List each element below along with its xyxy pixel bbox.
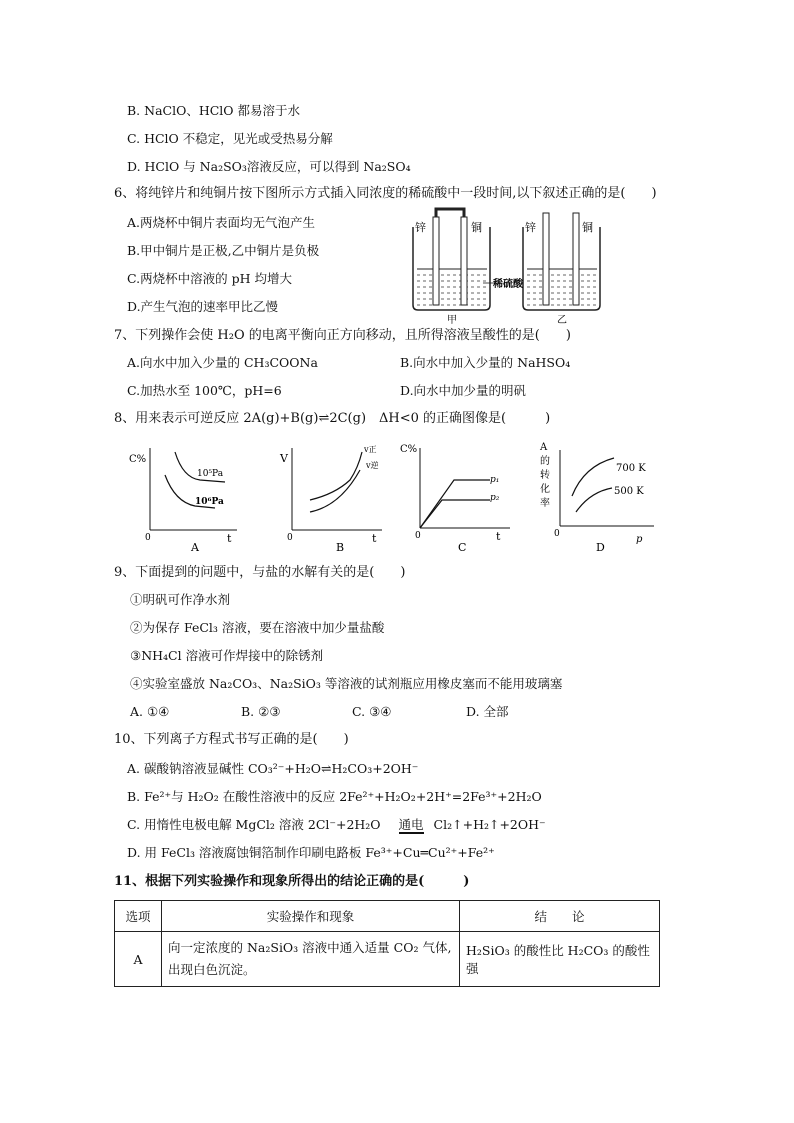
graph-c-ylabel: C% xyxy=(400,444,418,455)
q6-option-a: A.两烧杯中铜片表面均无气泡产生 xyxy=(127,215,316,230)
electrolysis-condition: 通电 xyxy=(398,817,424,832)
q5-option-c: C. HClO 不稳定，见光或受热易分解 xyxy=(127,131,333,146)
cu-label-1: 铜 xyxy=(471,221,482,234)
graph-d-origin: 0 xyxy=(554,529,560,539)
beaker-figure xyxy=(405,205,605,325)
graph-b-letter: B xyxy=(336,541,345,554)
q11-stem: 11、根据下列实验操作和现象所得出的结论正确的是( ) xyxy=(114,874,470,889)
zn-label-2: 锌 xyxy=(525,221,536,234)
q9-item-4: ④实验室盛放 Na₂CO₃、Na₂SiO₃ 等溶液的试剂瓶应用橡皮塞而不能用玻璃塞 xyxy=(130,676,563,691)
q7-stem: 7、下列操作会使 H₂O 的电离平衡向正方向移动，且所得溶液呈酸性的是( ) xyxy=(114,328,571,343)
row-operation-line2: 出现白色沉淀。 xyxy=(168,962,256,977)
graph-d-curve-2 xyxy=(576,488,612,512)
graph-b-ylabel: V xyxy=(280,452,288,465)
graph-c-letter: C xyxy=(458,541,467,554)
graph-d xyxy=(532,436,657,556)
graph-a-ylabel: C% xyxy=(129,454,147,465)
q10-option-d: D. 用 FeCl₃ 溶液腐蚀铜箔制作印刷电路板 Fe³⁺+Cu═Cu²⁺+Fe²⁺ xyxy=(127,845,495,860)
graph-b xyxy=(270,440,385,555)
q7-option-c: C.加热水至 100℃，pH=6 xyxy=(127,383,282,398)
q6-stem: 6、将纯锌片和纯铜片按下图所示方式插入同浓度的稀硫酸中一段时间,以下叙述正确的是( ) xyxy=(114,186,657,201)
graph-c-curve-2 xyxy=(420,500,490,528)
row-operation xyxy=(162,932,460,987)
graph-a-origin: 0 xyxy=(145,533,151,543)
graph-a-curve2-label: 10⁶Pa xyxy=(195,497,224,507)
svg-text:转: 转 xyxy=(540,470,550,481)
svg-text:A: A xyxy=(540,442,548,453)
q10-option-c-products: Cl₂↑+H₂↑+2OH⁻ xyxy=(433,817,546,832)
graph-d-letter: D xyxy=(596,541,605,554)
svg-text:化: 化 xyxy=(540,484,550,495)
q10-option-c-text: C. 用惰性电极电解 MgCl₂ 溶液 2Cl⁻+2H₂O xyxy=(127,817,381,832)
q7-option-a: A.向水中加入少量的 CH₃COONa xyxy=(127,355,318,370)
graph-b-origin: 0 xyxy=(287,533,293,543)
graph-b-curve-1 xyxy=(310,452,362,500)
graph-b-curve1-label: v正 xyxy=(364,445,377,454)
graph-c-curve-1 xyxy=(420,480,490,528)
svg-text:的: 的 xyxy=(540,456,550,467)
svg-text:率: 率 xyxy=(540,498,550,509)
q5-option-b: B. NaClO、HClO 都易溶于水 xyxy=(127,103,301,118)
graph-c-origin: 0 xyxy=(415,531,421,541)
zn-label-1: 锌 xyxy=(415,221,426,234)
row-option: A xyxy=(115,932,162,987)
q9-item-3: ③NH₄Cl 溶液可作焊接中的除锈剂 xyxy=(130,648,324,663)
q9-option-c: C. ③④ xyxy=(352,704,392,719)
beaker-yi-label: 乙 xyxy=(557,315,567,325)
q9-option-b: B. ②③ xyxy=(241,704,281,719)
header-operation: 实验操作和现象 xyxy=(162,901,460,932)
graph-d-curve-1 xyxy=(572,458,614,496)
q8-stem: 8、用来表示可逆反应 2A(g)+B(g)⇌2C(g) ΔH<0 的正确图像是( ) xyxy=(114,411,551,426)
q6-option-b: B.甲中铜片是正极,乙中铜片是负极 xyxy=(127,243,320,258)
graph-a-curve1-label: 10⁵Pa xyxy=(197,469,224,479)
q10-option-c xyxy=(127,817,546,834)
table-header-row xyxy=(115,901,660,932)
q10-stem: 10、下列离子方程式书写正确的是( ) xyxy=(114,732,349,747)
q9-item-1: ①明矾可作净水剂 xyxy=(130,592,231,607)
graph-c-curve1-label: p₁ xyxy=(490,475,500,485)
graph-a xyxy=(125,440,240,555)
graph-b-xlabel: t xyxy=(372,532,377,545)
graph-d-curve1-label: 700 K xyxy=(616,463,646,474)
q5-option-d: D. HClO 与 Na₂SO₃溶液反应，可以得到 Na₂SO₄ xyxy=(127,159,411,174)
q10-option-a: A. 碳酸钠溶液显碱性 CO₃²⁻+H₂O⇌H₂CO₃+2OH⁻ xyxy=(127,761,419,776)
row-conclusion: H₂SiO₃ 的酸性比 H₂CO₃ 的酸性强 xyxy=(460,932,660,987)
graph-a-xlabel: t xyxy=(227,532,232,545)
graph-d-xlabel: p xyxy=(636,534,643,545)
header-conclusion: 结 论 xyxy=(460,901,660,932)
table-row xyxy=(115,932,660,987)
acid-label: 稀硫酸 xyxy=(493,279,523,290)
graph-c-curve2-label: p₂ xyxy=(490,493,500,503)
header-option: 选项 xyxy=(115,901,162,932)
cu-label-2: 铜 xyxy=(582,221,593,234)
q11-table xyxy=(114,900,660,987)
q9-option-d: D. 全部 xyxy=(466,704,509,719)
graph-c xyxy=(398,440,513,555)
q6-option-d: D.产生气泡的速率甲比乙慢 xyxy=(127,299,279,314)
q9-option-a: A. ①④ xyxy=(130,704,170,719)
q10-option-b: B. Fe²⁺与 H₂O₂ 在酸性溶液中的反应 2Fe²⁺+H₂O₂+2H⁺=2Fe³⁺+2H₂O xyxy=(127,789,542,804)
graph-a-letter: A xyxy=(191,541,199,554)
q7-option-b: B.向水中加入少量的 NaHSO₄ xyxy=(400,355,571,370)
q6-option-c: C.两烧杯中溶液的 pH 均增大 xyxy=(127,271,292,286)
beaker-jia-label: 甲 xyxy=(447,315,457,325)
graph-b-curve2-label: v逆 xyxy=(366,461,379,470)
row-operation-line1: 向一定浓度的 Na₂SiO₃ 溶液中通入适量 CO₂ 气体, xyxy=(168,940,452,955)
graph-d-curve2-label: 500 K xyxy=(614,486,644,497)
q7-option-d: D.向水中加少量的明矾 xyxy=(400,383,527,398)
q9-stem: 9、下面提到的问题中，与盐的水解有关的是( ) xyxy=(114,565,406,580)
graph-c-xlabel: t xyxy=(496,530,501,543)
q9-item-2: ②为保存 FeCl₃ 溶液，要在溶液中加少量盐酸 xyxy=(130,620,385,635)
